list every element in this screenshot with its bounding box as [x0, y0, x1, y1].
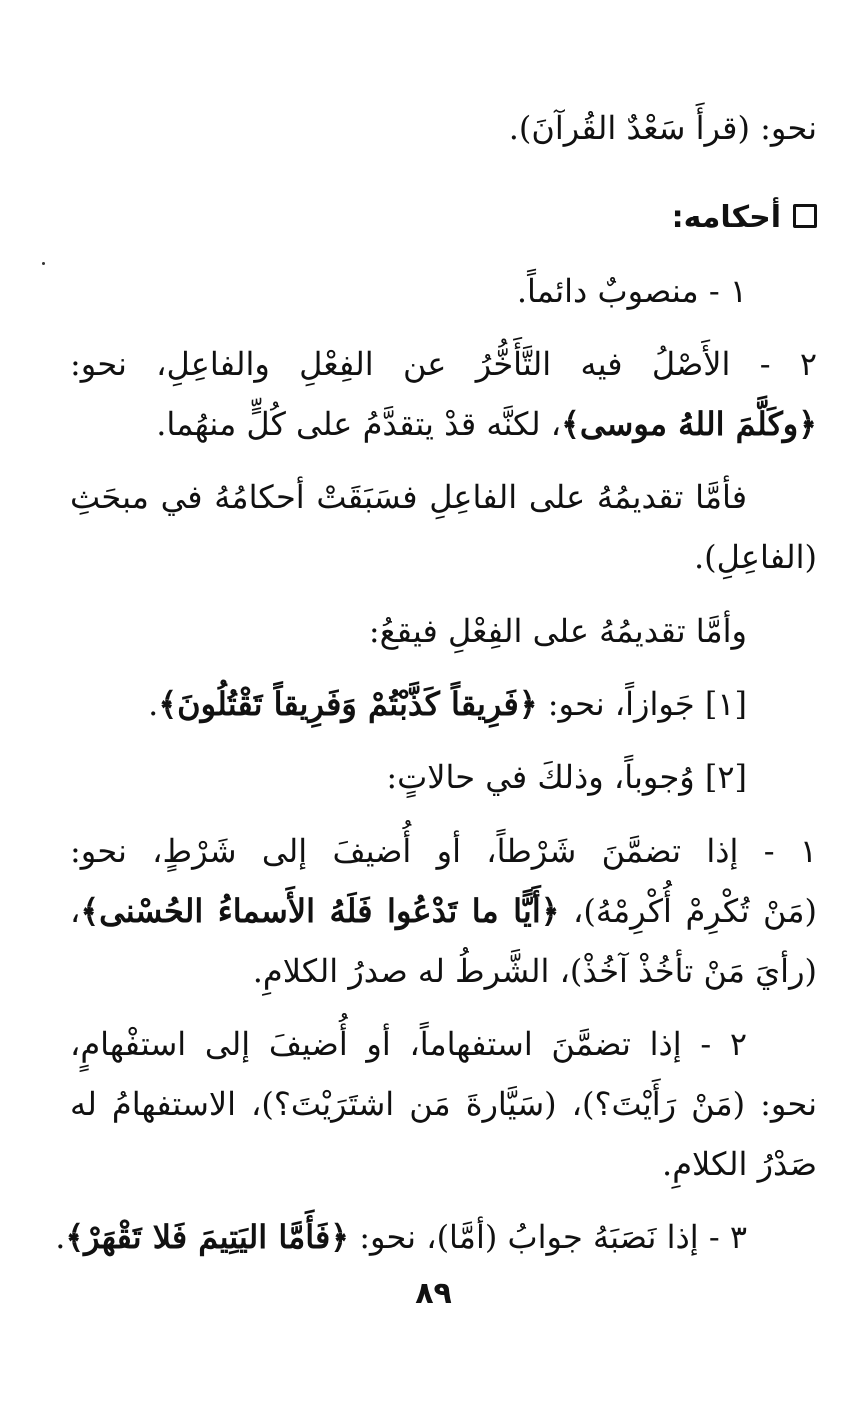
- sub-3-text: ٣ - إذا نَصَبَهُ جوابُ (أمَّا)، نحو:: [349, 1218, 747, 1256]
- sub-1-example: (مَنْ تُكْرِمْ أُكْرِمْهُ)،: [559, 892, 818, 930]
- para-1-line-1: فأمَّا تقديمُهُ على الفاعِلِ فسَبَقَتْ أحكامُهُ في مبحَثِ: [70, 478, 747, 516]
- quran-quote: ﴿وكَلَّمَ اللهُ موسى﴾: [561, 405, 817, 443]
- para-1-line-2: (الفاعِلِ).: [693, 538, 817, 576]
- sub-2-line-3: صَدْرُ الكلامِ.: [662, 1145, 817, 1183]
- section-heading: [672, 194, 817, 242]
- quran-quote: ﴿أَيًّا ما تَدْعُوا فَلَهُ الأَسماءُ الحُسْنى﴾: [80, 892, 560, 930]
- para-2: وأمَّا تقديمُهُ على الفِعْلِ فيقعُ:: [368, 612, 747, 650]
- quran-quote: ﴿فَرِيقاً كَذَّبْتُمْ وَفَرِيقاً تَقْتُلُونَ﴾: [158, 685, 538, 723]
- sub-2-line-1: ٢ - إذا تضمَّنَ استفهاماً، أو أُضيفَ إلى استفْهامٍ،: [70, 1025, 747, 1063]
- quran-quote: ﴿فَأَمَّا اليَتِيمَ فَلا تَقْهَرْ﴾: [65, 1218, 350, 1256]
- section-heading-text: أحكامه:: [671, 200, 781, 235]
- page-number: ٨٩: [415, 1276, 452, 1311]
- rule-1: ١ - منصوبٌ دائماً.: [516, 272, 747, 310]
- stray-dot: [42, 262, 45, 265]
- rule-2-rest: ، لكنَّه قدْ يتقدَّمُ على كُلٍّ منهُما.: [156, 405, 562, 443]
- sub-1-line-1: ١ - إذا تضمَّنَ شَرْطاً، أو أُضيفَ إلى شَرْطٍ، نحو:: [70, 832, 817, 870]
- sub-1-line-2: [70, 887, 817, 935]
- checkbox-square-icon: [793, 204, 817, 228]
- sub-1-line-3: (رأيَ مَنْ تأخُذْ آخُذْ)، الشَّرطُ له صدرُ الكلامِ.: [252, 952, 817, 990]
- case-1-text: [١] جَوازاً، نحو:: [537, 685, 747, 723]
- example-line: نحو: (قرأَ سَعْدٌ القُرآنَ).: [508, 109, 817, 147]
- sub-1-comma: ،: [70, 892, 81, 930]
- sub-3: [55, 1213, 747, 1261]
- rule-2-line-2: [156, 400, 817, 448]
- sub-2-line-2: نحو: (مَنْ رَأَيْتَ؟)، (سَيَّارةَ مَن اشتَرَيْتَ؟)، الاستفهامُ له: [70, 1085, 817, 1123]
- rule-2-line-1: ٢ - الأَصْلُ فيه التَّأَخُّرُ عن الفِعْلِ والفاعِلِ، نحو:: [70, 345, 817, 383]
- case-2: [٢] وُجوباً، وذلكَ في حالاتٍ:: [386, 758, 747, 796]
- sub-3-end: .: [55, 1218, 66, 1256]
- case-1-end: .: [148, 685, 159, 723]
- case-1: [148, 680, 747, 728]
